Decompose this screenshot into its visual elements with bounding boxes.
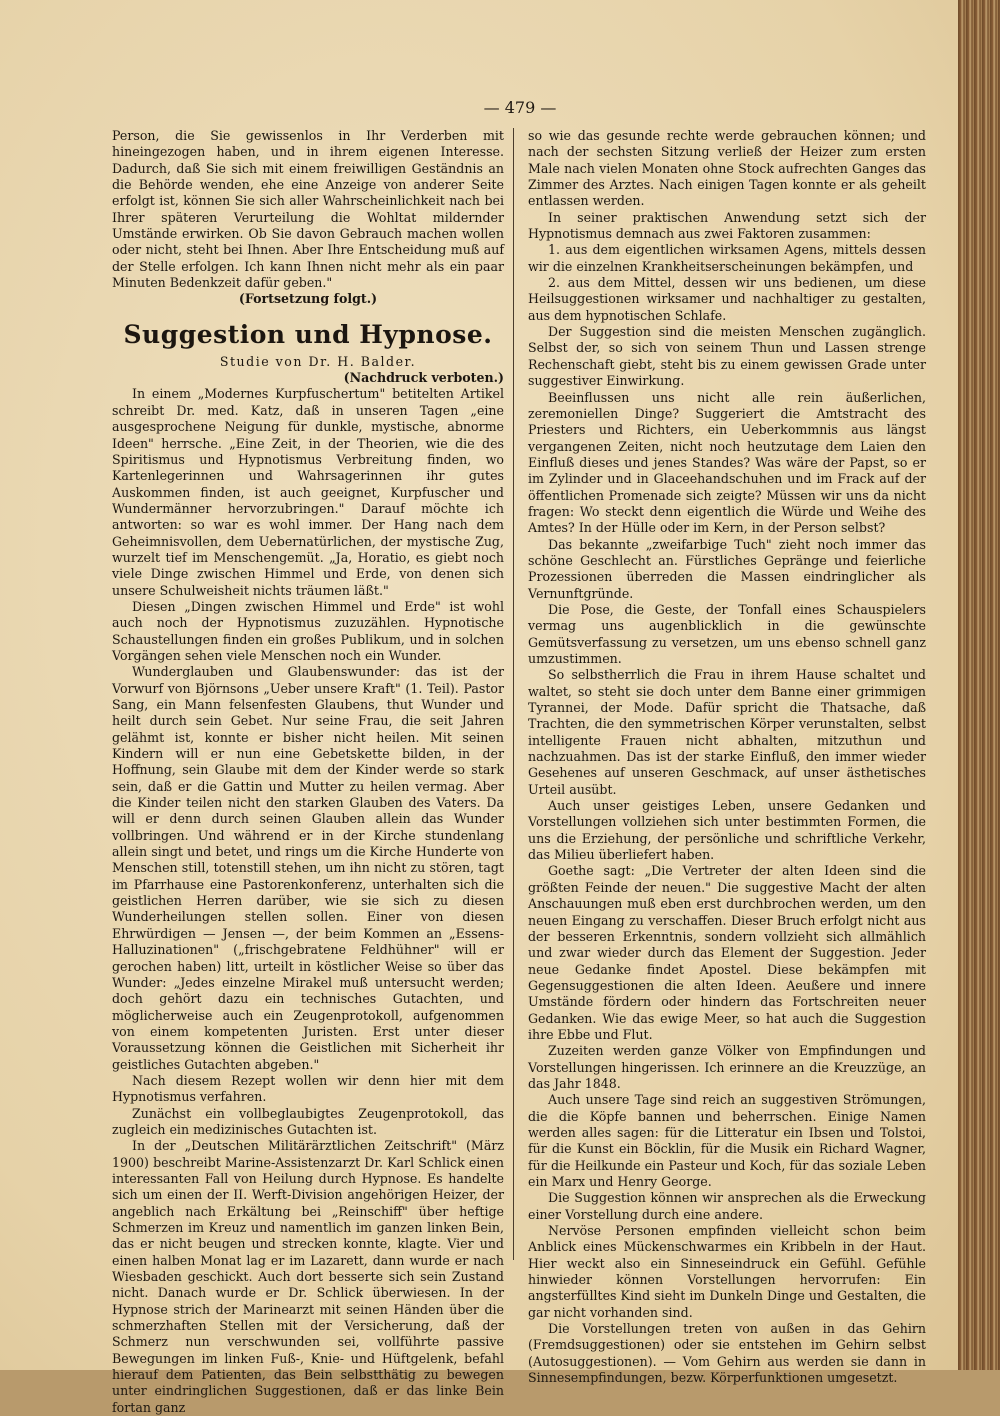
article-paragraph: Zuzeiten werden ganze Völker von Empfindungen und Vorstellungen hingerissen. Ich erinnere an die Kreuzzüge, an das Jahr 1848. xyxy=(528,1043,926,1091)
article-paragraph: In seiner praktischen Anwendung setzt sich der Hypnotismus demnach aus zwei Faktoren zusammen: xyxy=(528,209,926,242)
article-paragraph: Das bekannte „zweifarbige Tuch" zieht noch immer das schöne Geschlecht an. Fürstliches Gepränge und feierliche Prozessionen überreden die Massen eindringlicher als Vernunftgründe. xyxy=(528,536,926,601)
article-paragraph: In einem „Modernes Kurpfuschertum" betitelten Artikel schreibt Dr. med. Katz, daß in unseren Tagen „eine ausgesprochene Neigung für dunkle, mystische, abnorme Ideen" herrsche. „Eine Zeit, in der Theorien, wie die des Spiritismus und Hypnotismus Verbreitung finden, wo Kartenlegerinnen und Wahrsagerinnen ihr gutes Auskommen finden, ist auch geeignet, Kurpfuscher und Wundermänner hervorzubringen." Darauf möchte ich antworten: so war es wohl immer. Der Hang nach dem Geheimnisvollen, dem Uebernatürlichen, der mystische Zug, wurzelt tief im Menschengemüt. „Ja, Horatio, es giebt noch viele Dinge zwischen Himmel und Erde, von denen sich unsere Schulweisheit nichts träumen läßt." xyxy=(112,386,504,598)
story-continuation-paragraph: Person, die Sie gewissenlos in Ihr Verderben mit hineingezogen haben, und in ihrem eigenen Interesse. Dadurch, daß Sie sich mit einem freiwilligen Geständnis an die Behörde wenden, ehe eine Anzeige von anderer Seite erfolgt ist, können Sie sich aller Wahrscheinlichkeit nach bei Ihrer späteren Verurteilung die Wohltat mildernder Umstände erwirken. Ob Sie davon Gebrauch machen wollen oder nicht, steht bei Ihnen. Aber Ihre Entscheidung muß auf der Stelle erfolgen. Ich kann Ihnen nicht mehr als ein paar Minuten Bedenkzeit dafür geben." xyxy=(112,128,504,291)
article-paragraph: Die Pose, die Geste, der Tonfall eines Schauspielers vermag uns augenblicklich in die gewünschte Gemütsverfassung zu versetzen, um uns ebenso schnell ganz umzustimmen. xyxy=(528,601,926,666)
left-column xyxy=(112,128,504,1416)
article-title: Suggestion und Hypnose. xyxy=(123,319,493,349)
article-paragraph: Wunderglauben und Glaubenswunder: das ist der Vorwurf von Björnsons „Ueber unsere Kraft" (1. Teil). Pastor Sang, ein Mann felsenfesten Glaubens, thut Wunder und heilt durch sein Gebet. Nur seine Frau, die seit Jahren gelähmt ist, konnte er bisher nicht heilen. Mit seinen Kindern will er nun eine Gebetskette bilden, in der Hoffnung, sein Glaube mit dem der Kinder werde so stark sein, daß er die Gattin und Mutter zu heilen vermag. Aber die Kinder teilen nicht den starken Glauben des Vaters. Da will er denn durch seinen Glauben allein das Wunder vollbringen. Und während er in der Kirche stundenlang allein singt und betet, und rings um die Kirche Hunderte von Menschen still, totenstill stehen, um ihn nicht zu stören, tagt im Pfarrhause eine Pastorenkonferenz, unterhalten sich die geistlichen Herren darüber, wie sie sich zu diesen Wunderheilungen stellen sollen. Einer von diesen Ehrwürdigen — Jensen —, der beim Kommen an „Essens-Halluzinationen" („frischgebratene Feldhühner" will er gerochen haben) litt, urteilt in köstlicher Weise so über das Wunder: „Jedes einzelne Mirakel muß untersucht werden; doch gehört dazu ein technisches Gutachten, und möglicherweise auch ein Zeugenprotokoll, aufgenommen von einem kompetenten Juristen. Erst unter dieser Voraussetzung können die Geistlichen mit Sicherheit ihr geistliches Gutachten abgeben." xyxy=(112,664,504,1072)
article-paragraph: Nervöse Personen empfinden vielleicht schon beim Anblick eines Mückenschwarmes ein Kribbeln in der Haut. Hier weckt also ein Sinneseindruck ein Gefühl. Gefühle hinwieder können Vorstellungen hervorrufen: Ein angsterfülltes Kind sieht im Dunkeln Dinge und Gestalten, die gar nicht vorhanden sind. xyxy=(528,1223,926,1320)
continuation-note: (Fortsetzung folgt.) xyxy=(238,291,378,307)
page-number: — 479 — xyxy=(483,98,557,117)
article-paragraph: Diesen „Dingen zwischen Himmel und Erde" ist wohl auch noch der Hypnotismus zuzuzählen. Hypnotische Schaustellungen finden ein großes Publikum, und in solchen Vorgängen sehen viele Menschen noch ein Wunder. xyxy=(112,598,504,663)
article-paragraph: Auch unser geistiges Leben, unsere Gedanken und Vorstellungen vollziehen sich unter bestimmten Formen, die uns die Erziehung, der persönliche und schriftliche Verkehr, das Milieu überliefert haben. xyxy=(528,798,926,863)
list-item: 2. aus dem Mittel, dessen wir uns bedienen, um diese Heilsuggestionen wirksamer und nachhaltiger zu gestalten, aus dem hypnotischen Schlafe. xyxy=(528,275,926,323)
reprint-note: (Nachdruck verboten.) xyxy=(343,370,504,386)
article-paragraph: Der Suggestion sind die meisten Menschen zugänglich. Selbst der, so sich von seinem Thun und Lassen strenge Rechenschaft giebt, steht bis zu einem gewissen Grade unter suggestiver Einwirkung. xyxy=(528,324,926,389)
article-paragraph: In der „Deutschen Militärärztlichen Zeitschrift" (März 1900) beschreibt Marine-Assistenzarzt Dr. Karl Schlick einen interessanten Fall von Heilung durch Hypnose. Es handelte sich um einen der II. Werft-Division angehörigen Heizer, der angeblich nach Erkältung bei „Reinschiff" über heftige Schmerzen im Kreuz und namentlich im ganzen linken Bein, das er nicht beugen und strecken konnte, klagte. Vier und einen halben Monat lag er im Lazarett, dann wurde er nach Wiesbaden geschickt. Auch dort besserte sich sein Zustand nicht. Danach wurde er Dr. Schlick überwiesen. In der Hypnose strich der Marinearzt mit seinen Händen über die schmerzhaften Stellen mit der Versicherung, daß der Schmerz nun verschwunden sei, vollführte passive Bewegungen im linken Fuß-, Knie- und Hüftgelenk, befahl hierauf dem Patienten, das Bein selbstthätig zu bewegen unter eindringlichen Suggestionen, daß er das linke Bein fortan ganz xyxy=(112,1138,504,1415)
article-paragraph: Nach diesem Rezept wollen wir denn hier mit dem Hypnotismus verfahren. xyxy=(112,1072,504,1105)
book-spine-edge xyxy=(958,0,1000,1370)
article-paragraph: Goethe sagt: „Die Vertreter der alten Ideen sind die größten Feinde der neuen." Die suggestive Macht der alten Anschauungen muß eben erst durchbrochen werden, um den neuen Eingang zu verschaffen. Dieser Bruch erfolgt nicht aus der besseren Erkenntnis, sondern vollzieht sich allmählich und zwar wieder durch das Element der Suggestion. Jeder neue Gedanke findet Apostel. Diese bekämpfen mit Gegensuggestionen die alten Ideen. Aeußere und innere Umstände fördern oder hindern das Fortschreiten neuer Gedanken. Wie das ewige Meer, so hat auch die Suggestion ihre Ebbe und Flut. xyxy=(528,863,926,1042)
right-column xyxy=(528,128,926,1386)
article-paragraph: Auch unsere Tage sind reich an suggestiven Strömungen, die die Köpfe bannen und beherrschen. Einige Namen werden alles sagen: für die Litteratur ein Ibsen und Tolstoi, für die Kunst ein Böcklin, für die Musik ein Richard Wagner, für die Heilkunde ein Pasteur und Koch, für das soziale Leben ein Marx und Henry George. xyxy=(528,1092,926,1189)
article-paragraph: Die Vorstellungen treten von außen in das Gehirn (Fremdsuggestionen) oder sie entstehen im Gehirn selbst (Autosuggestionen). — Vom Gehirn aus werden sie dann in Sinnesempfindungen, bezw. Körperfunktionen umgesetzt. xyxy=(528,1321,926,1386)
list-item: 1. aus dem eigentlichen wirksamen Agens, mittels dessen wir die einzelnen Krankheitserscheinungen bekämpfen, und xyxy=(528,242,926,274)
article-paragraph: Zunächst ein vollbeglaubigtes Zeugenprotokoll, das zugleich ein medizinisches Gutachten ist. xyxy=(112,1105,504,1137)
article-subtitle: Studie von Dr. H. Balder. xyxy=(219,353,417,369)
article-paragraph: so wie das gesunde rechte werde gebrauchen können; und nach der sechsten Sitzung verließ der Heizer zum ersten Male nach vielen Monaten ohne Stock aufrechten Ganges das Zimmer des Arztes. Nach einigen Tagen konnte er als geheilt entlassen werden. xyxy=(528,128,926,209)
article-paragraph: Beeinflussen uns nicht alle rein äußerlichen, zeremoniellen Dinge? Suggeriert die Amtstracht des Priesters und Richters, ein Ueberkommnis aus längst vergangenen Zeiten, nicht noch heutzutage dem Laien den Einfluß dieses und jenes Standes? Was wäre der Papst, so er im Zylinder und in Glaceehandschuhen und im Frack auf der öffentlichen Promenade sich zeigte? Müssen wir uns da nicht fragen: Wo steckt denn eigentlich die Würde und Weihe des Amtes? In der Hülle oder im Kern, in der Person selbst? xyxy=(528,389,926,536)
column-divider xyxy=(513,128,514,1260)
article-paragraph: So selbstherrlich die Frau in ihrem Hause schaltet und waltet, so steht sie doch unter dem Banne einer grimmigen Tyrannei, der Mode. Dafür spricht die Thatsache, daß Trachten, die den symmetrischen Körper verunstalten, selbst intelligente Frauen nicht abhalten, mitzuthun und nachzuahmen. Das ist der starke Einfluß, den immer wieder Gesehenes auf unseren Geschmack, auf unser ästhetisches Urteil ausübt. xyxy=(528,667,926,797)
article-paragraph: Die Suggestion können wir ansprechen als die Erweckung einer Vorstellung durch eine andere. xyxy=(528,1190,926,1222)
